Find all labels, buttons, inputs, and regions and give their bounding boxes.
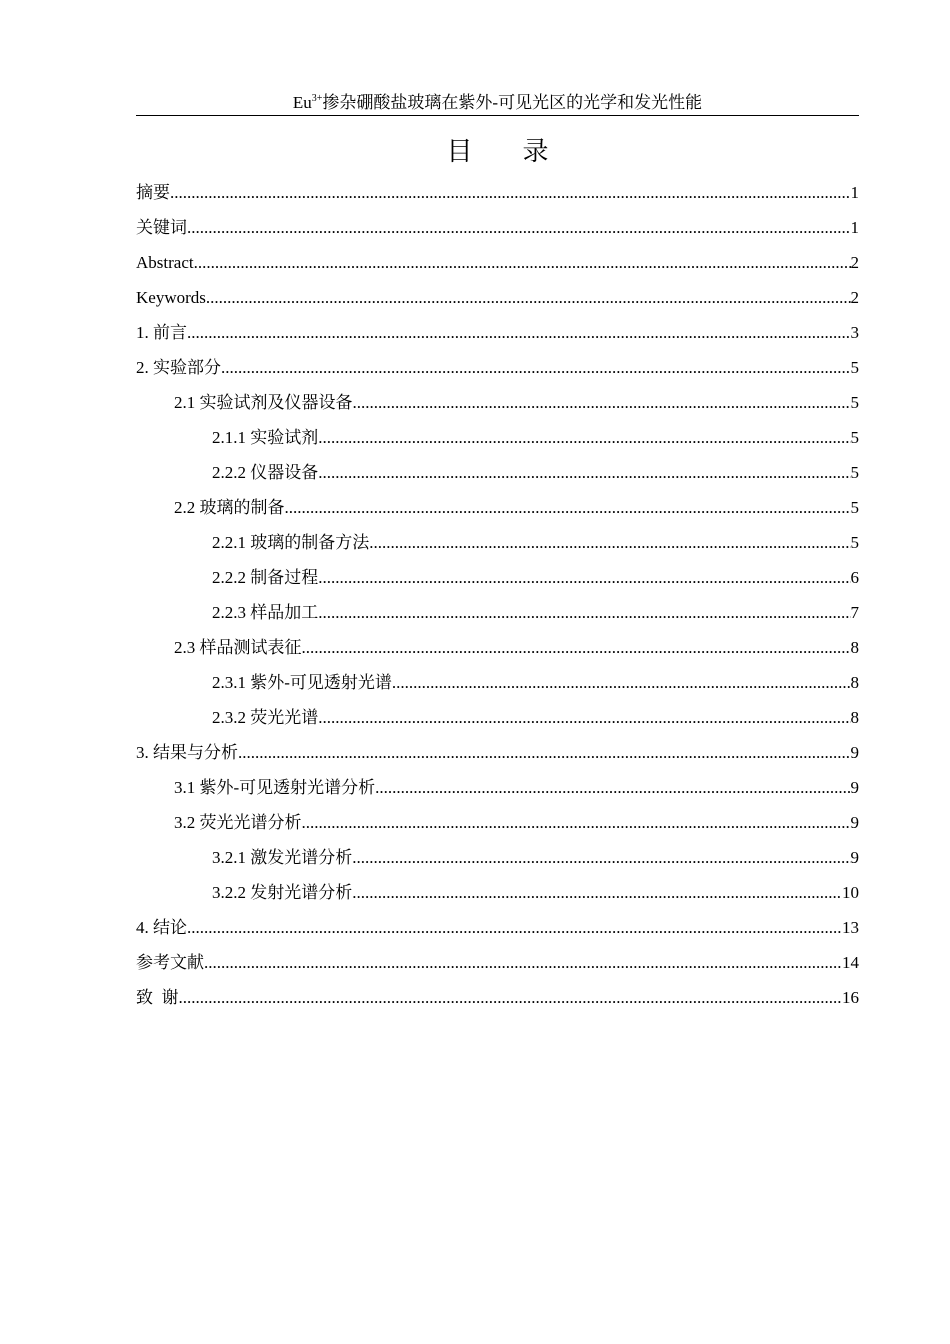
toc-entry-page: 9	[850, 848, 859, 867]
toc-leader-dots	[187, 213, 851, 243]
toc-entry[interactable]	[136, 493, 859, 528]
toc-entry-page: 5	[850, 358, 859, 377]
header-title-rest: 掺杂硼酸盐玻璃在紫外-可见光区的光学和发光性能	[322, 93, 703, 112]
toc-entry-page: 5	[850, 428, 859, 447]
toc-leader-dots	[392, 668, 851, 698]
toc-entry[interactable]	[136, 668, 859, 703]
toc-entry-label: 3.1 紫外-可见透射光谱分析	[174, 778, 376, 797]
header-rule	[136, 115, 859, 116]
toc-entry-page: 10	[842, 883, 859, 902]
toc-title	[136, 136, 859, 168]
toc-leader-dots	[318, 458, 850, 488]
toc-entry-label: 3.2.1 激发光谱分析	[212, 848, 353, 867]
header-title-prefix: Eu	[292, 93, 312, 112]
table-of-contents	[136, 178, 859, 1018]
toc-entry[interactable]	[136, 633, 859, 668]
header-title-superscript: 3+	[311, 93, 323, 104]
toc-leader-dots	[318, 598, 850, 628]
toc-entry-page: 9	[850, 813, 859, 832]
toc-entry[interactable]	[136, 213, 859, 248]
toc-leader-dots	[221, 353, 851, 383]
toc-entry-page: 14	[842, 953, 859, 972]
toc-entry-label: 3. 结果与分析	[136, 743, 238, 762]
toc-leader-dots	[285, 493, 851, 523]
running-header	[136, 92, 859, 114]
toc-entry-label: 2.2.3 样品加工	[212, 603, 319, 622]
toc-entry-page: 5	[850, 463, 859, 482]
toc-entry[interactable]	[136, 948, 859, 983]
toc-entry-label: 2.1.1 实验试剂	[212, 428, 319, 447]
toc-leader-dots	[187, 913, 842, 943]
toc-entry-page: 9	[850, 743, 859, 762]
toc-entry[interactable]	[136, 738, 859, 773]
toc-entry[interactable]	[136, 878, 859, 913]
toc-entry[interactable]	[136, 388, 859, 423]
toc-entry[interactable]	[136, 458, 859, 493]
toc-entry-page: 6	[850, 568, 859, 587]
toc-entry-label: 4. 结论	[136, 918, 187, 937]
toc-entry[interactable]	[136, 353, 859, 388]
toc-leader-dots	[375, 773, 850, 803]
toc-leader-dots	[369, 528, 850, 558]
toc-entry-label: 2.3.1 紫外-可见透射光谱	[212, 673, 392, 692]
toc-entry-label: 2.1 实验试剂及仪器设备	[174, 393, 353, 412]
toc-entry[interactable]	[136, 703, 859, 738]
toc-leader-dots	[318, 563, 850, 593]
toc-entry-label: Abstract	[136, 253, 194, 272]
toc-title-right: 录	[522, 137, 549, 166]
toc-entry-label: 2. 实验部分	[136, 358, 221, 377]
toc-entry[interactable]	[136, 843, 859, 878]
toc-entry-page: 9	[850, 778, 859, 797]
toc-entry-label: 2.3.2 荧光光谱	[212, 708, 319, 727]
toc-leader-dots	[170, 178, 851, 208]
toc-entry-page: 5	[850, 533, 859, 552]
toc-entry-page: 2	[850, 253, 859, 272]
toc-entry[interactable]	[136, 248, 859, 283]
toc-entry-label: 2.2.1 玻璃的制备方法	[212, 533, 370, 552]
toc-entry[interactable]	[136, 178, 859, 213]
toc-entry-page: 16	[842, 988, 859, 1007]
toc-entry-page: 1	[850, 183, 859, 202]
toc-entry-label: 参考文献	[136, 953, 204, 972]
toc-entry-label: 3.2.2 发射光谱分析	[212, 883, 353, 902]
toc-entry-label: 摘要	[136, 183, 170, 202]
toc-entry[interactable]	[136, 773, 859, 808]
toc-entry-page: 7	[850, 603, 859, 622]
toc-entry-page: 8	[850, 708, 859, 727]
toc-entry[interactable]	[136, 913, 859, 948]
toc-entry-label: 1. 前言	[136, 323, 187, 342]
toc-entry[interactable]	[136, 423, 859, 458]
toc-entry-label: 2.3 样品测试表征	[174, 638, 302, 657]
toc-entry-label: 2.2.2 制备过程	[212, 568, 319, 587]
toc-leader-dots	[318, 423, 850, 453]
toc-entry[interactable]	[136, 598, 859, 633]
toc-leader-dots	[179, 983, 843, 1013]
toc-entry-label: 致 谢	[136, 988, 179, 1007]
toc-leader-dots	[353, 388, 851, 418]
toc-entry-label: 关键词	[136, 218, 187, 237]
toc-entry[interactable]	[136, 528, 859, 563]
toc-entry-page: 8	[850, 673, 859, 692]
toc-entry-label: 3.2 荧光光谱分析	[174, 813, 302, 832]
toc-entry-page: 5	[850, 393, 859, 412]
toc-entry-page: 8	[850, 638, 859, 657]
toc-entry-page: 13	[842, 918, 859, 937]
toc-entry-page: 5	[850, 498, 859, 517]
toc-entry[interactable]	[136, 808, 859, 843]
toc-entry-page: 2	[850, 288, 859, 307]
toc-title-left: 目	[446, 137, 473, 166]
toc-entry[interactable]	[136, 563, 859, 598]
toc-leader-dots	[204, 948, 842, 978]
toc-entry[interactable]	[136, 283, 859, 318]
toc-leader-dots	[238, 738, 851, 768]
toc-leader-dots	[187, 318, 851, 348]
toc-leader-dots	[352, 843, 850, 873]
toc-entry-page: 1	[850, 218, 859, 237]
toc-leader-dots	[206, 283, 851, 313]
toc-entry-page: 3	[850, 323, 859, 342]
toc-leader-dots	[352, 878, 842, 908]
toc-entry[interactable]	[136, 318, 859, 353]
toc-leader-dots	[302, 633, 851, 663]
toc-entry-label: 2.2.2 仪器设备	[212, 463, 319, 482]
toc-entry-label: 2.2 玻璃的制备	[174, 498, 285, 517]
toc-entry-label: Keywords	[136, 288, 206, 307]
toc-leader-dots	[302, 808, 851, 838]
toc-leader-dots	[318, 703, 850, 733]
toc-leader-dots	[194, 248, 851, 278]
toc-entry[interactable]	[136, 983, 859, 1018]
